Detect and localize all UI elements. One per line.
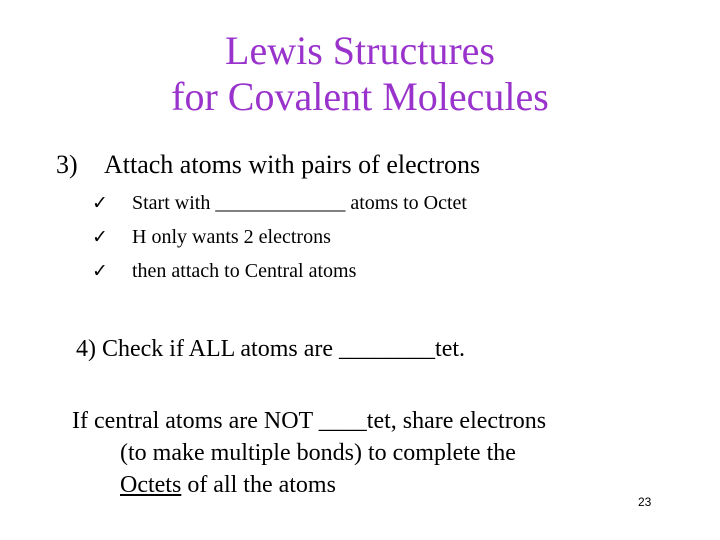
paragraph-line-3-rest: of all the atoms (181, 472, 336, 498)
checklist-item (92, 220, 467, 254)
check-mark-icon: ✓ (92, 192, 108, 214)
title-line-1: Lewis Structures (225, 28, 495, 73)
step-3-number: 3) (56, 150, 78, 179)
paragraph-line-1: If central atoms are NOT ____tet, share electrons (72, 408, 547, 434)
octets-underlined-word: Octets (120, 472, 182, 498)
central-atoms-paragraph (72, 405, 546, 501)
slide-number: 23 (638, 495, 652, 509)
check-mark-icon: ✓ (92, 260, 108, 282)
step-3 (56, 148, 480, 182)
title-line-2: for Covalent Molecules (171, 74, 549, 119)
paragraph-line-2: (to make multiple bonds) to complete the (120, 440, 516, 466)
checklist-item (92, 254, 467, 288)
checklist-item-text: Start with _____________ atoms to Octet (132, 192, 467, 214)
checklist-item (92, 186, 467, 220)
step-4: 4) Check if ALL atoms are ________tet. (76, 336, 466, 362)
check-mark-icon: ✓ (92, 226, 108, 248)
step-3-text: Attach atoms with pairs of electrons (104, 150, 481, 179)
checklist (92, 186, 467, 288)
paragraph-line-3 (72, 469, 546, 501)
slide-title (0, 28, 720, 120)
checklist-item-text: then attach to Central atoms (132, 260, 357, 282)
checklist-item-text: H only wants 2 electrons (132, 226, 331, 248)
